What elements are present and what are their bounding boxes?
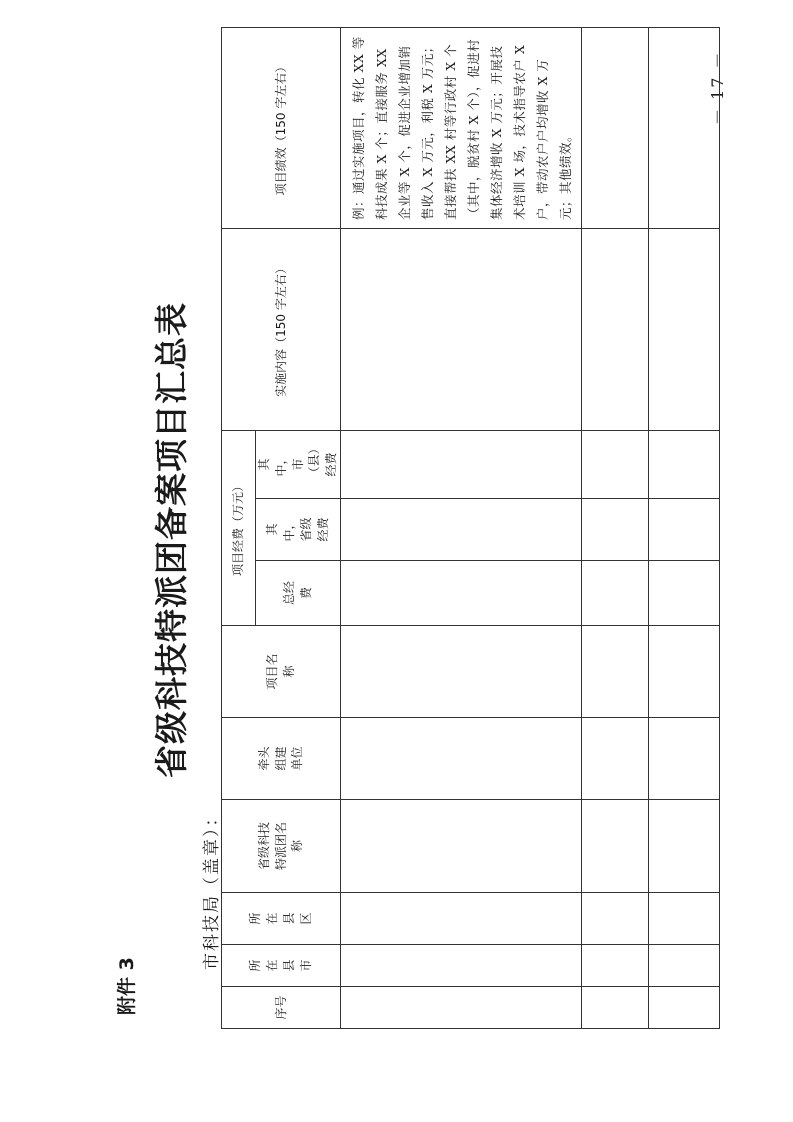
cell[interactable] [340, 561, 581, 626]
cell[interactable] [340, 499, 581, 561]
header-city: 所在县市 [222, 945, 341, 987]
cell[interactable] [581, 228, 648, 430]
cell[interactable] [581, 893, 648, 945]
cell[interactable] [581, 718, 648, 800]
header-city-county-funds: 其中，市（县）经费 [256, 430, 341, 498]
header-row-1 [222, 27, 256, 1028]
header-provincial-funds: 其中，省级经费 [256, 499, 341, 561]
cell[interactable] [648, 893, 719, 945]
example-performance-cell[interactable] [340, 27, 581, 228]
cell[interactable] [648, 561, 719, 626]
cell[interactable] [648, 718, 719, 800]
summary-table [221, 27, 720, 1029]
cell[interactable] [340, 626, 581, 718]
cell[interactable] [648, 945, 719, 987]
cell[interactable] [648, 430, 719, 498]
header-team-name: 省级科技特派团名称 [222, 800, 341, 893]
cell[interactable] [648, 228, 719, 430]
table-row [581, 27, 648, 1028]
cell[interactable] [340, 228, 581, 430]
stamp-line: 市科技局（盖章）： [202, 807, 222, 970]
cell[interactable] [648, 27, 719, 228]
header-performance: 项目绩效（150 字左右） [222, 27, 341, 228]
cell[interactable] [340, 945, 581, 987]
header-content: 实施内容（150 字左右） [222, 228, 341, 430]
cell[interactable] [648, 626, 719, 718]
cell[interactable] [340, 893, 581, 945]
header-project-name: 项目名称 [222, 626, 341, 718]
header-funds-group: 项目经费（万元） [222, 430, 256, 625]
header-county: 所在县区 [222, 893, 341, 945]
header-seq: 序号 [222, 987, 341, 1029]
cell[interactable] [581, 27, 648, 228]
page-number: － 17 － [708, 50, 727, 125]
cell[interactable] [340, 800, 581, 893]
cell[interactable] [581, 987, 648, 1029]
header-lead-unit: 牵头组建单位 [222, 718, 341, 800]
attachment-label: 附件 3 [116, 957, 138, 1015]
cell[interactable] [340, 430, 581, 498]
cell[interactable] [340, 987, 581, 1029]
cell[interactable] [648, 800, 719, 893]
cell[interactable] [581, 800, 648, 893]
example-performance-text: 例：通过实施项目，转化 XX 等科技成果 X 个；直接服务 XX 企业等 X 个，促进企业增加销售收入 X 万元，利税 X 万元；直接帮扶 XX 村等行政村 X 个（其中，脱贫村 X 个），促进村集体经济增收 X 万元；开展技术培训 X 场，技术指导农户 X 户，带动农户户均增收 X 万元；其他绩效。 [350, 36, 573, 220]
cell[interactable] [340, 718, 581, 800]
cell[interactable] [581, 626, 648, 718]
cell[interactable] [581, 561, 648, 626]
cell[interactable] [581, 945, 648, 987]
table-row [340, 27, 581, 1028]
header-total-funds: 总经费 [256, 561, 341, 626]
table-row [648, 27, 719, 1028]
page-title: 省级科技特派团备案项目汇总表 [152, 302, 191, 778]
cell[interactable] [581, 499, 648, 561]
cell[interactable] [648, 499, 719, 561]
cell[interactable] [581, 430, 648, 498]
cell[interactable] [648, 987, 719, 1029]
